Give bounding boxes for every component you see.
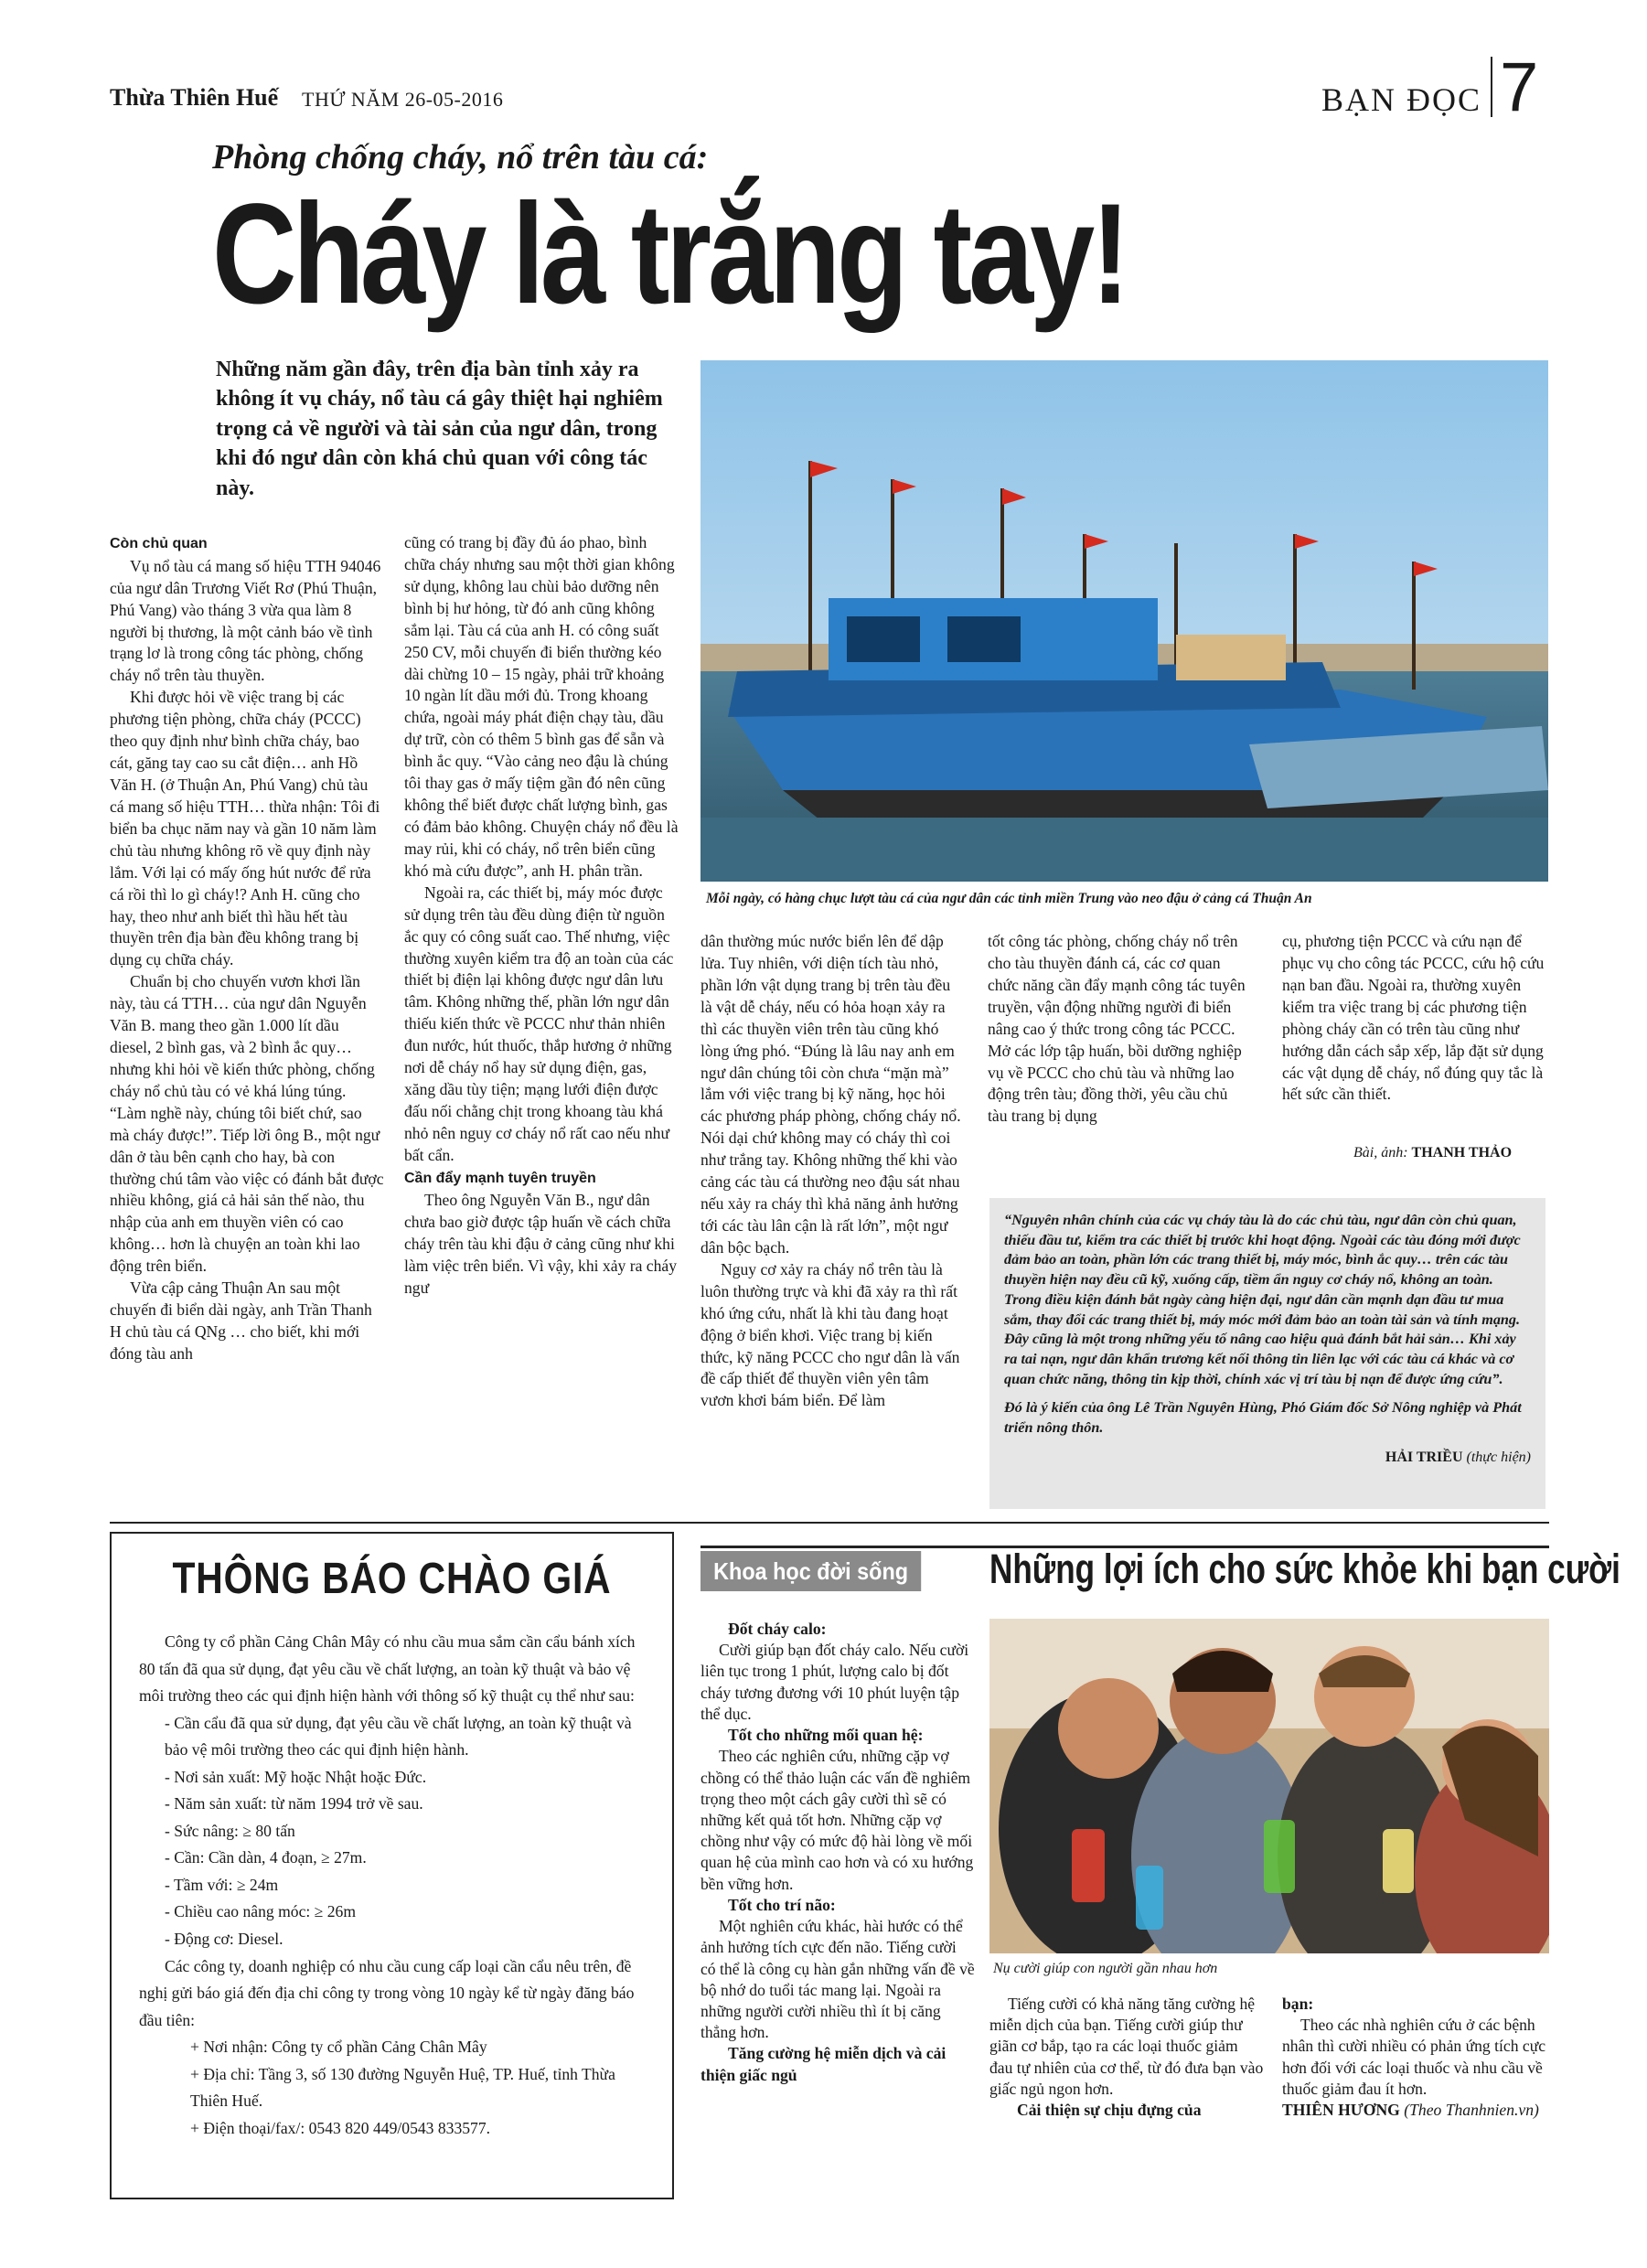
notice-intro: Công ty cổ phần Cảng Chân Mây có nhu cầu mua sắm cần cẩu bánh xích 80 tấn đã qua sử dụng, đạt yêu cầu về chất lượng, an toàn kỹ thuật và bảo vệ môi trường theo các qui định hiện hành với thông số kỹ thuật cụ thể như sau: <box>139 1632 636 1706</box>
spec-item: - Tầm với: ≥ 24m <box>165 1875 279 1894</box>
subheading: Đốt cháy calo: <box>728 1620 827 1638</box>
subheading: Tốt cho trí não: <box>728 1895 836 1914</box>
science-headline: Những lợi ích cho sức khỏe khi bạn cười <box>989 1546 1620 1592</box>
section-name: BẠN ĐỌC <box>1321 81 1482 118</box>
paragraph: cụ, phương tiện PCCC và cứu nạn để phục vụ cho công tác PCCC, cứu hộ cứu nạn ban đầu. Ngoài ra, thường xuyên kiểm tra việc trang bị các phương tiện phòng cháy cần có trên tàu cũng như hướng dẫn cách sắp xếp, lắp đặt sử dụng các vật dụng dễ cháy, nổ đúng quy tắc là hết sức cần thiết. <box>1282 932 1545 1104</box>
header-divider <box>1491 57 1492 117</box>
paragraph: Khi được hỏi về việc trang bị các phương tiện phòng, chữa cháy (PCCC) theo quy định như bình chữa cháy, bao cát, găng tay cao su cắt điện… anh Hồ Văn H. (ở Thuận An, Phú Vang) chủ tàu cá mang số hiệu TTH… thừa nhận: Tôi đi biển ba chục năm nay và gần 10 năm làm chủ tàu nhưng không rõ về quy định này lắm. Với lại có mấy ống hút nước để rửa cá rồi thì lo gì cháy!? Anh H. cũng cho hay, theo như anh biết thì hầu hết tàu thuyền trên địa bàn đều không trang bị dụng cụ chữa cháy. <box>110 688 380 969</box>
quote-byline <box>1004 1448 1531 1467</box>
byline-author: THANH THẢO <box>1411 1145 1513 1161</box>
article-headline: Cháy là trắng tay! <box>212 175 1127 334</box>
newspaper-name: Thừa Thiên Huế <box>110 84 279 111</box>
subheading: Cần đẩy mạnh tuyên truyền <box>404 1170 596 1186</box>
paragraph: Theo các nhà nghiên cứu ở các bệnh nhân thì cười nhiều có phản ứng tích cực hơn đối với các loại thuốc và nhu cầu về thuốc giảm đau ít hơn. <box>1282 2016 1546 2098</box>
subheading: Cải thiện sự chịu đựng của <box>1017 2101 1202 2120</box>
contact-item: + Nơi nhận: Công ty cổ phần Cảng Chân Mây <box>190 2038 487 2057</box>
article-kicker: Phòng chống cháy, nổ trên tàu cá: <box>212 138 709 177</box>
price-quote-notice <box>110 1532 674 2199</box>
spec-item: - Chiều cao nâng móc: ≥ 26m <box>165 1902 357 1921</box>
science-photo-caption: Nụ cười giúp con người gần nhau hơn <box>993 1961 1218 1976</box>
science-source: (Theo Thanhnien.vn) <box>1404 2101 1539 2120</box>
byline-label: Bài, ảnh: <box>1353 1145 1408 1161</box>
quote-author-note: (thực hiện) <box>1466 1449 1531 1465</box>
spec-item: - Động cơ: Diesel. <box>165 1930 283 1949</box>
paragraph: tốt công tác phòng, chống cháy nổ trên cho tàu thuyền đánh cá, các cơ quan chức năng cần đẩy mạnh công tác tuyên truyền, vận động những người đi biển nâng cao ý thức trong công tác PCCC. Mở các lớp tập huấn, bồi dưỡng nghiệp vụ về PCCC cho chủ tàu và những lao động trên tàu; đồng thời, yêu cầu chủ tàu trang bị dụng <box>988 932 1246 1126</box>
science-byline <box>1282 2100 1549 2121</box>
spec-item: - Nơi sản xuất: Mỹ hoặc Nhật hoặc Đức. <box>165 1767 427 1786</box>
article-column-4 <box>988 931 1251 1128</box>
paragraph: Theo các nghiên cứu, những cặp vợ chồng có thể thảo luận các vấn đề nghiêm trọng theo một cách gây cười thì sẽ có những kết quả tốt hơn. Những cặp vợ chồng như vậy có mức độ hài lòng về mối quan hệ của mình cao hơn và có xu hướng bền vững hơn. <box>701 1747 974 1893</box>
spec-item: - Năm sản xuất: từ năm 1994 trở về sau. <box>165 1794 423 1813</box>
page-number: 7 <box>1500 48 1539 126</box>
paragraph: Chuẩn bị cho chuyến vươn khơi lần này, tàu cá TTH… của ngư dân Nguyễn Văn B. mang theo gần 1.000 lít dầu diesel, 2 bình gas, và 2 bình ắc quy… nhưng khi hỏi về kiến thức phòng, chống cháy nổ chủ tàu có vẻ khá lúng túng. “Làm nghề này, chúng tôi biết chứ, sao mà cháy được!”. Tiếp lời ông B., một ngư dân ở tàu bên cạnh cho hay, bà con thường chú tâm vào việc có đánh bắt được nhiều không, giá cả hải sản thế nào, thu nhập của anh em thuyền viên có cao không… hơn là chuyện an toàn khi lao động trên biển. <box>110 972 384 1276</box>
quote-attribution: Đó là ý kiến của ông Lê Trần Nguyên Hùng, Phó Giám đốc Sở Nông nghiệp và Phát triển nông thôn. <box>1004 1399 1522 1437</box>
fishing-boats-photo <box>701 360 1548 882</box>
paragraph: Cười giúp bạn đốt cháy calo. Nếu cười liên tục trong 1 phút, lượng calo bị đốt cháy tương đương với 10 phút luyện tập thể dục. <box>701 1641 969 1723</box>
quote-text: “Nguyên nhân chính của các vụ cháy tàu là do các chủ tàu, ngư dân còn chủ quan, thiếu đầu tư, kiểm tra các thiết bị trước khi hoạt động. Ngoài các tàu đóng mới được đảm bảo an toàn, phần lớn các trang thiết bị, máy móc, bình ắc quy… trên các tàu thuyền hiện nay đều cũ kỹ, xuống cấp, tiềm ẩn nguy cơ cháy nổ, không an toàn. Trong điều kiện đánh bắt ngày càng hiện đại, ngư dân cần mạnh dạn đầu tư mua sắm, thay đổi các trang thiết bị, máy móc mới đảm bảo an toàn tài sản và tính mạng. Đây cũng là một trong những yếu tố nâng cao hiệu quả đánh bắt hải sản… Khi xảy ra tai nạn, ngư dân khẩn trương kết nối thông tin liên lạc với các tàu cá khác và cơ quan chức năng, thông tin kịp thời, chính xác vị trí tàu bị nạn để được ứng cứu”. <box>1004 1212 1521 1387</box>
spec-item: - Sức nâng: ≥ 80 tấn <box>165 1821 295 1840</box>
contact-item: + Địa chỉ: Tầng 3, số 130 đường Nguyễn Huệ, TP. Huế, tỉnh Thừa Thiên Huế. <box>190 2064 615 2111</box>
paragraph: Vừa cập cảng Thuận An sau một chuyến đi biển dài ngày, anh Trần Thanh H chủ tàu cá QNg … cho biết, khi mới đóng tàu anh <box>110 1278 372 1363</box>
article-column-2 <box>404 532 679 1300</box>
notice-title: THÔNG BÁO CHÀO GIÁ <box>172 1555 612 1603</box>
science-column-3 <box>1282 1994 1549 2121</box>
notice-body <box>139 1629 651 2142</box>
paragraph: Vụ nổ tàu cá mang số hiệu TTH 94046 của ngư dân Trương Viết Rơ (Phú Thuận, Phú Vang) vào tháng 3 vừa qua làm 8 người bị thương, là một cảnh báo về tình trạng lơ là trong công tác phòng, chống cháy nổ trên tàu thuyền. <box>110 556 381 685</box>
contact-item: + Điện thoại/fax/: 0543 820 449/0543 833577. <box>190 2118 491 2137</box>
article-byline <box>1353 1145 1512 1161</box>
paragraph: cũng có trang bị đầy đủ áo phao, bình chữa cháy nhưng sau một thời gian không sử dụng, không lau chùi bảo dưỡng nên bình bị hư hỏng, từ đó anh cũng không sắm lại. Tàu cá của anh H. có công suất 250 CV, mỗi chuyến đi biển thường kéo dài chừng 10 – 15 ngày, phải trữ khoảng 10 ngàn lít dầu mới đủ. Trong khoang chứa, ngoài máy phát điện chạy tàu, dầu dự trữ, còn có thêm 5 bình gas để sẵn và bình ắc quy. “Vào cảng neo đậu là chúng tôi thay gas ở mấy tiệm gần đó nên cũng không thể biết được chất lượng bình, gas có đảm bảo không. Chuyện cháy nổ đều là may rủi, khi có cháy, nổ trên biển cũng khó mà cứu được”, anh H. phân trần. <box>404 533 679 880</box>
spec-item: - Cần: Cần dàn, 4 đoạn, ≥ 27m. <box>165 1848 367 1867</box>
subheading: Còn chủ quan <box>110 536 208 551</box>
subheading: Tốt cho những mối quan hệ: <box>728 1726 924 1745</box>
paragraph: Ngoài ra, các thiết bị, máy móc được sử dụng trên tàu đều dùng điện từ nguồn ắc quy có công suất cao. Thế nhưng, việc thường xuyên kiểm tra độ an toàn của các thiết bị điện lại không được ngư dân lưu tâm. Không những thế, phần lớn ngư dân thiếu kiến thức về PCCC như thản nhiên đun nước, hút thuốc, thắp hương ở những nơi dễ cháy nổ hay sử dụng điện, gas, xăng dầu tùy tiện; mạng lưới điện được đấu nối chằng chịt trong khoang tàu khá nhỏ nên nguy cơ cháy nổ rất cao nếu như bất cẩn. <box>404 883 674 1164</box>
section-divider <box>110 1522 1549 1524</box>
article-column-3 <box>701 931 966 1412</box>
photo-caption: Mỗi ngày, có hàng chục lượt tàu cá của ngư dân các tỉnh miền Trung vào neo đậu ở cảng cá Thuận An <box>706 891 1312 906</box>
article-column-5 <box>1282 931 1549 1106</box>
article-lead: Những năm gần đây, trên địa bàn tỉnh xảy ra không ít vụ cháy, nổ tàu cá gây thiệt hại nghiêm trọng cả về người và tài sản của ngư dân, trong khi đó ngư dân còn khá chủ quan với công tác này. <box>216 358 663 500</box>
paragraph: dân thường múc nước biển lên để dập lửa. Tuy nhiên, với diện tích tàu nhỏ, phần lớn vật dụng trang bị trên tàu đều là vật dễ cháy, nếu có hỏa hoạn xảy ra thì các thuyền viên trên tàu cũng khó lòng ứng phó. “Đúng là lâu nay anh em ngư dân chúng tôi còn chưa “mặn mà” lắm với việc trang bị kỹ năng, học hỏi các phương pháp phòng, chống cháy nổ. Nói dại chứ không may có cháy thì coi như trắng tay. Không những thế khi vào cảng các tàu cá thường neo đậu sát nhau nếu xảy ra cháy thì khả năng ảnh hưởng tới các tàu lân cận là rất lớn”, một ngư dân bộc bạch. <box>701 932 961 1257</box>
science-column-1 <box>701 1619 975 2086</box>
spec-item: - Cần cẩu đã qua sử dụng, đạt yêu cầu về chất lượng, an toàn kỹ thuật và bảo vệ môi trường theo các qui định hiện hành. <box>165 1713 632 1760</box>
issue-date: THỨ NĂM 26-05-2016 <box>302 88 504 111</box>
science-section-tag: Khoa học đời sống <box>701 1551 921 1591</box>
paragraph: Nguy cơ xảy ra cháy nổ trên tàu là luôn thường trực và khi đã xảy ra thì rất khó ứng cứu, nhất là khi tàu đang hoạt động ở biển khơi. Việc trang bị kiến thức, kỹ năng PCCC cho ngư dân là vấn đề cấp thiết để thuyền viên yên tâm vươn khơi bám biển. Để làm <box>701 1259 960 1410</box>
quote-author: HẢI TRIỀU <box>1385 1449 1463 1465</box>
paragraph: Theo ông Nguyễn Văn B., ngư dân chưa bao giờ được tập huấn về cách chữa cháy trên tàu khi đậu ở cảng cũng như khi làm việc trên biển. Vì vậy, khi xảy ra cháy ngư <box>404 1191 678 1298</box>
quote-box <box>989 1198 1545 1509</box>
science-column-2 <box>989 1994 1264 2121</box>
science-author: THIÊN HƯƠNG <box>1282 2101 1400 2120</box>
article-column-1 <box>110 532 384 1365</box>
laughing-friends-photo <box>989 1619 1549 1953</box>
paragraph: Tiếng cười có khả năng tăng cường hệ miễn dịch của bạn. Tiếng cười giúp thư giãn cơ bắp, tạo ra các loại thuốc giảm đau tự nhiên của cơ thể, từ đó đưa bạn vào giấc ngủ ngon hơn. <box>989 1995 1264 2098</box>
notice-closing: Các công ty, doanh nghiệp có nhu cầu cung cấp loại cần cẩu nêu trên, đề nghị gửi báo giá đến địa chỉ công ty trong vòng 10 ngày kể từ ngày đăng báo đầu tiên: <box>139 1956 635 2029</box>
subheading: Tăng cường hệ miễn dịch và cải thiện giấc ngủ <box>701 2044 946 2084</box>
paragraph: Một nghiên cứu khác, hài hước có thể ảnh hưởng tích cực đến não. Tiếng cười có thể là công cụ hàn gắn những vấn đề về bộ nhớ do tuổi tác mang lại. Ngoài ra những người cười nhiều thì ít bị căng thẳng hơn. <box>701 1917 975 2042</box>
subheading: bạn: <box>1282 1995 1314 2013</box>
